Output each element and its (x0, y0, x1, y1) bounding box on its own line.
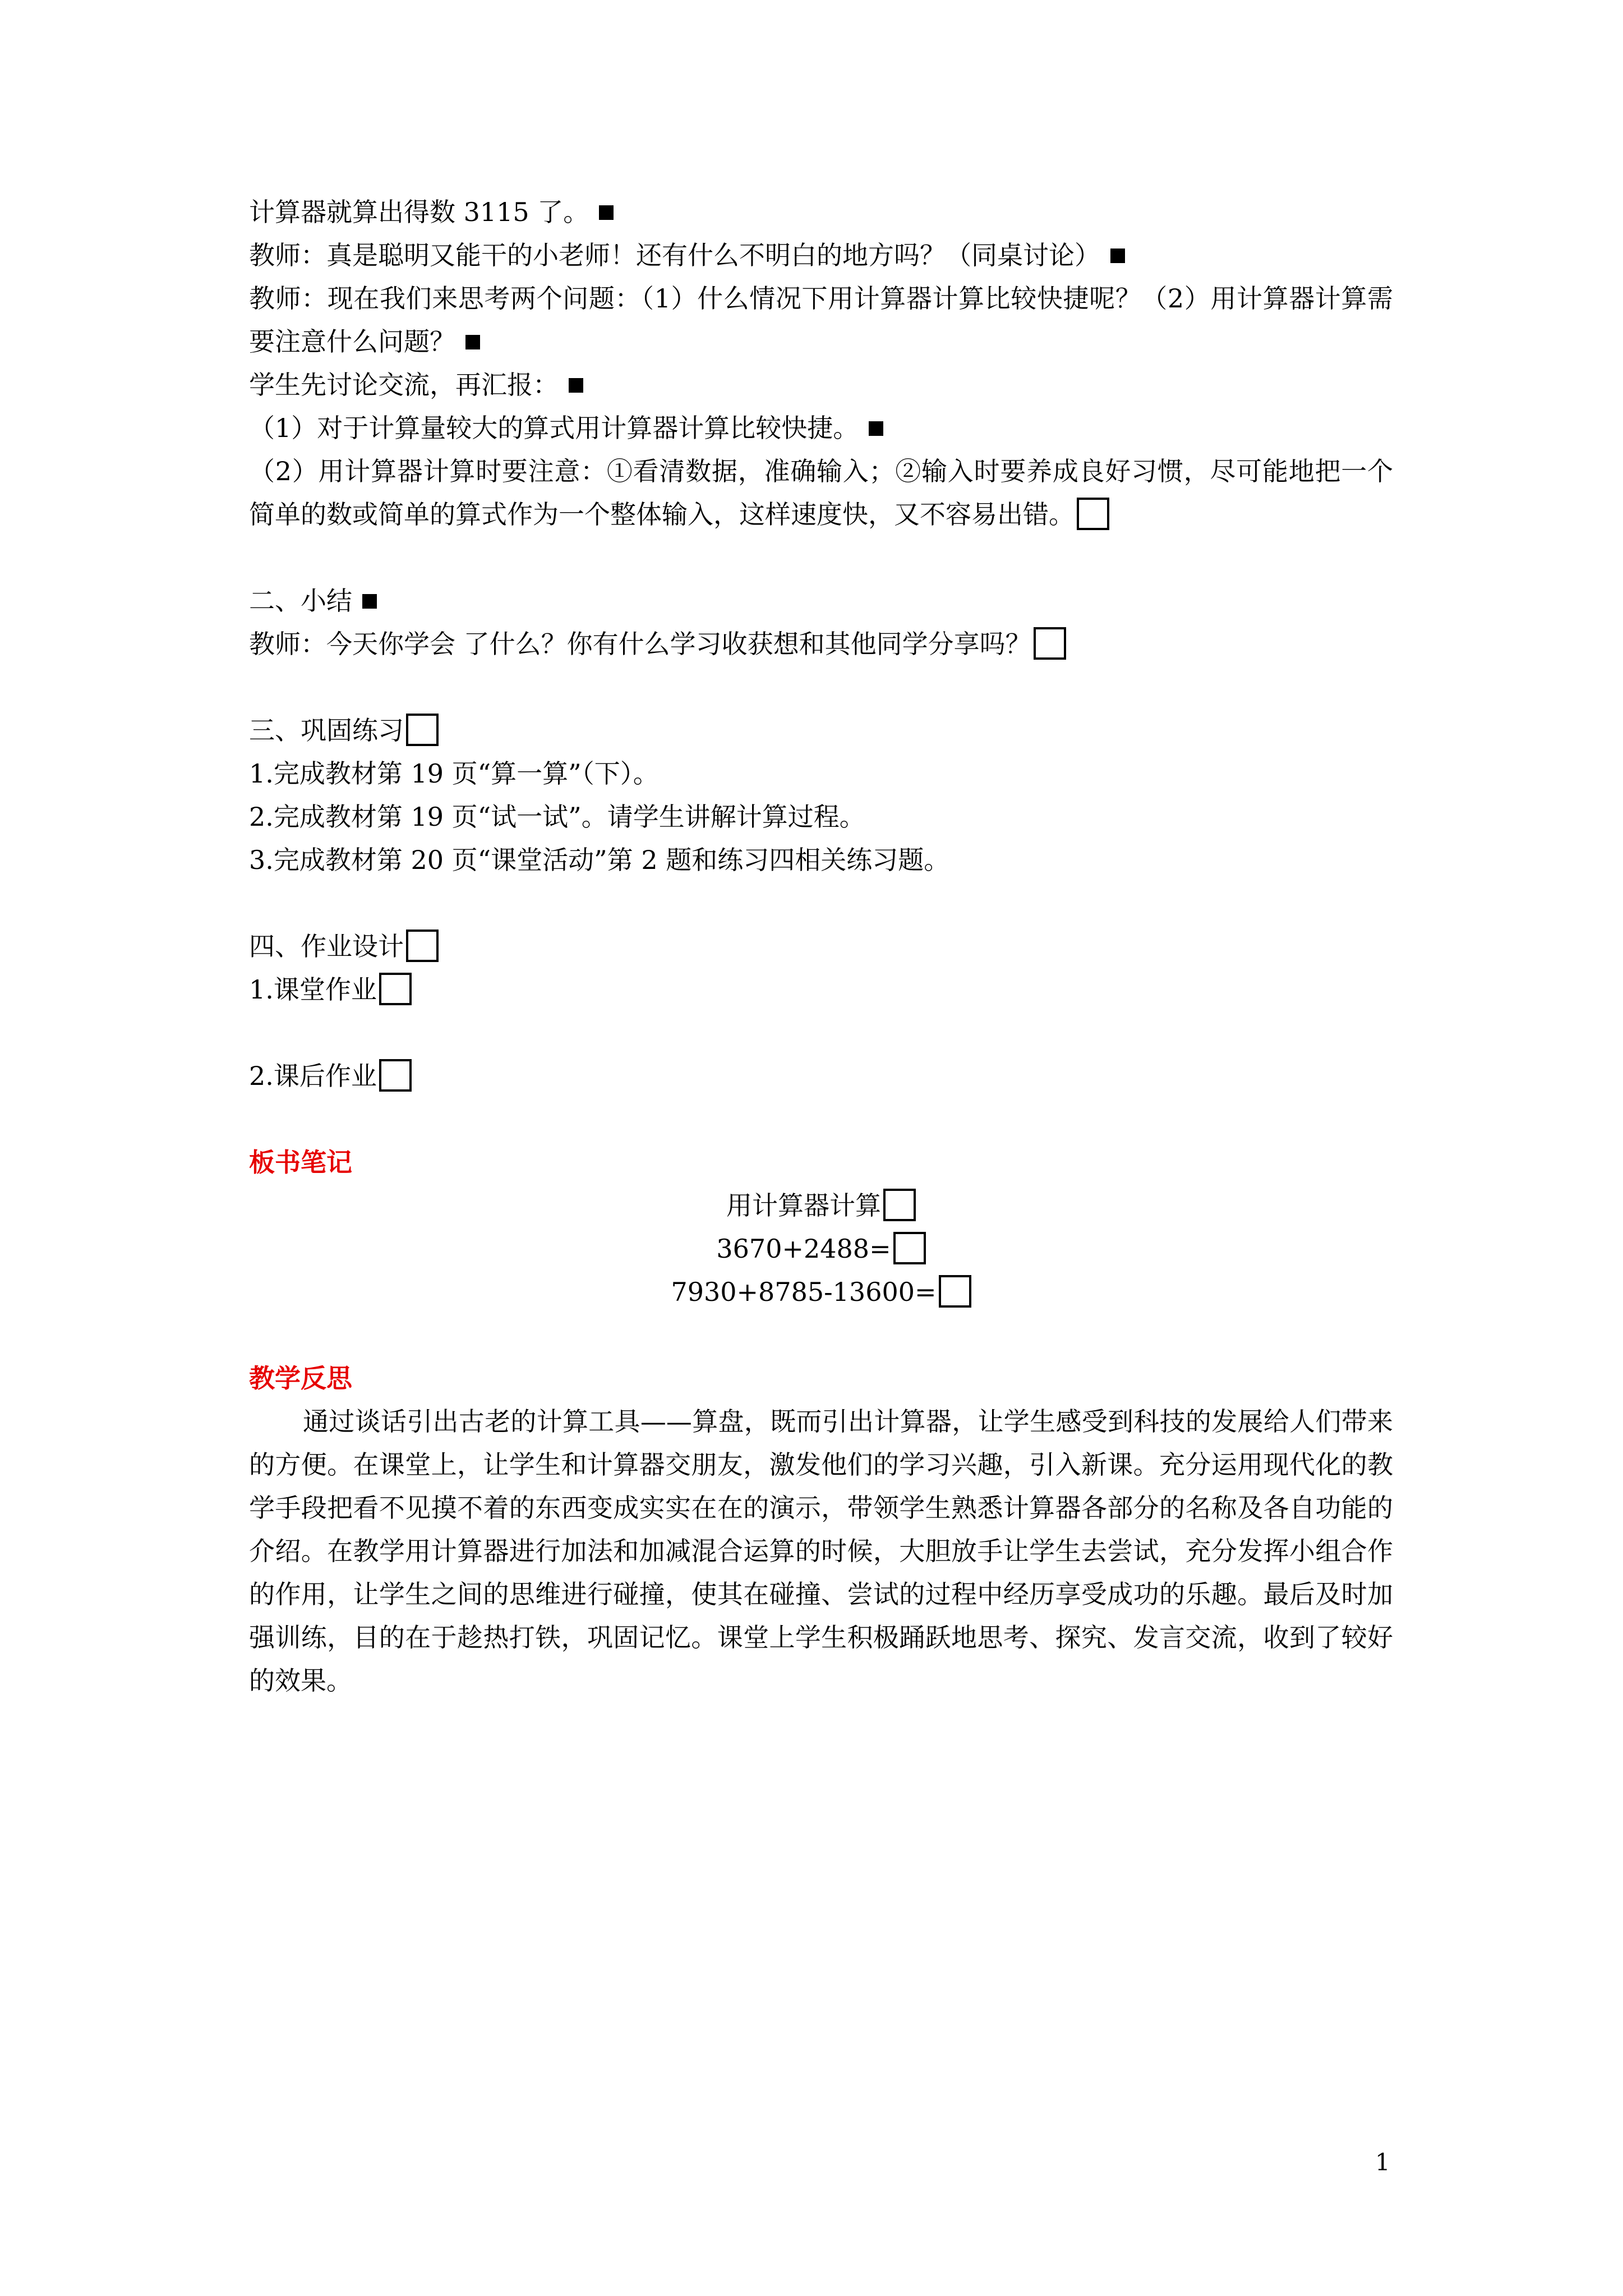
empty-box-icon (1034, 627, 1066, 660)
board-title: 用计算器计算 (249, 1184, 1393, 1227)
paragraph: 学生先讨论交流，再汇报： (249, 364, 1393, 407)
page-number: 1 (1375, 2148, 1390, 2176)
empty-box-icon (1077, 498, 1109, 530)
empty-box-icon (893, 1232, 926, 1264)
empty-box-icon (939, 1275, 971, 1308)
section-heading: 四、作业设计 (249, 925, 1393, 968)
reflection-heading: 教学反思 (249, 1363, 352, 1393)
list-item: 2.课后作业 (249, 1055, 1393, 1098)
paragraph: 教师：今天你学会 了什么？你有什么学习收获想和其他同学分享吗？ (249, 623, 1393, 666)
black-square-icon (869, 421, 883, 436)
paragraph: 教师：真是聪明又能干的小老师！还有什么不明白的地方吗？（同桌讨论） (249, 234, 1393, 277)
paragraph: 计算器就算出得数 3115 了。 (249, 191, 1393, 234)
list-item: 2.完成教材第 19 页“试一试”。请学生讲解计算过程。 (249, 802, 865, 832)
paragraph: 教师：现在我们来思考两个问题：（1）什么情况下用计算器计算比较快捷呢？（2）用计算器计算需要注意什么问题？ (249, 283, 1393, 357)
empty-box-icon (379, 973, 412, 1005)
empty-box-icon (406, 714, 439, 746)
section-heading: 三、巩固练习 (249, 709, 1393, 752)
black-square-icon (465, 335, 480, 349)
document-body (249, 191, 1393, 1703)
empty-box-icon (883, 1189, 916, 1221)
empty-box-icon (379, 1059, 412, 1092)
board-equation: 3670+2488= (249, 1227, 1393, 1271)
list-item: 3.完成教材第 20 页“课堂活动”第 2 题和练习四相关练习题。 (249, 845, 950, 875)
paragraph: （1）对于计算量较大的算式用计算器计算比较快捷。 (249, 407, 1393, 450)
board-equation: 7930+8785-13600= (249, 1271, 1393, 1314)
list-item: 1.课堂作业 (249, 968, 1393, 1011)
list-item: 1.完成教材第 19 页“算一算”（下）。 (249, 758, 659, 789)
board-notes-heading: 板书笔记 (249, 1147, 352, 1177)
reflection-paragraph: 通过谈话引出古老的计算工具——算盘，既而引出计算器，让学生感受到科技的发展给人们带来的方便。在课堂上，让学生和计算器交朋友，激发他们的学习兴趣，引入新课。充分运用现代化的教学手段把看不见摸不着的东西变成实实在在的演示，带领学生熟悉计算器各部分的名称及各自功能的介绍。在教学用计算器进行加法和加减混合运算的时候，大胆放手让学生去尝试，充分发挥小组合作的作用，让学生之间的思维进行碰撞，使其在碰撞、尝试的过程中经历享受成功的乐趣。最后及时加强训练，目的在于趁热打铁，巩固记忆。课堂上学生积极踊跃地思考、探究、发言交流，收到了较好的效果。 (249, 1406, 1393, 1696)
black-square-icon (569, 378, 583, 393)
reflection-section (249, 1400, 1393, 1703)
board-notes (249, 1184, 1393, 1314)
black-square-icon (1110, 249, 1125, 263)
paragraph: （2）用计算器计算时要注意：①看清数据，准确输入；②输入时要养成良好习惯，尽可能地把一个简单的数或简单的算式作为一个整体输入，这样速度快，又不容易出错。 (249, 456, 1393, 530)
black-square-icon (362, 594, 377, 609)
empty-box-icon (406, 930, 439, 962)
black-square-icon (599, 205, 614, 220)
section-heading: 二、小结 (249, 579, 1393, 623)
